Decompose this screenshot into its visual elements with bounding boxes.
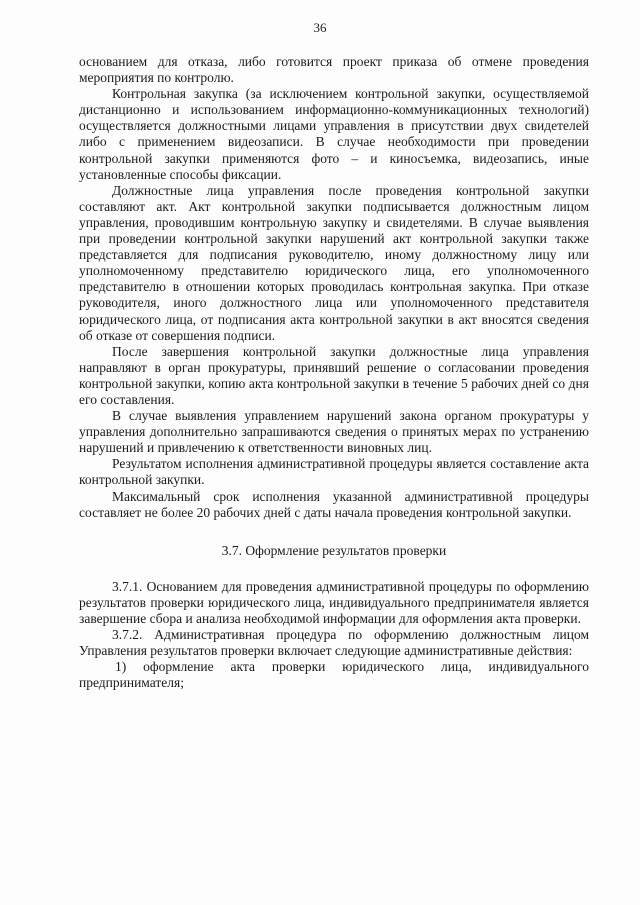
- paragraph-procedure-result: Результатом исполнения административной процедуры является составление акта контрольной закупки.: [79, 456, 589, 488]
- document-body: [79, 54, 589, 691]
- paragraph-purchase-act: Должностные лица управления после проведения контрольной закупки составляют акт. Акт контрольной закупки подписывается должностным лицом управления, проводившим контрольную закупку и свидетелями. В случае выявления при проведении контрольной закупки нарушений акт контрольной закупки также представляется для подписания руководителю, иному должностному лицу или уполномоченному представителю юридического лица, его уполномоченного представителю в отношении которых проводилась контрольная закупка. При отказе руководителя, иного должностного лица или уполномоченного представителя юридического лица, от подписания акта контрольной закупки в акт вносятся сведения об отказе от совершения подписи.: [79, 182, 589, 343]
- paragraph-continuation: основанием для отказа, либо готовится проект приказа об отмене проведения мероприятия по контролю.: [79, 54, 589, 86]
- paragraph-violations-request: В случае выявления управлением нарушений закона органом прокуратуры у управления дополнительно запрашиваются сведения о принятых мерах по устранению нарушений и привлечению к ответственности виновных лиц.: [79, 408, 589, 456]
- paragraph-3-7-1: 3.7.1. Основанием для проведения административной процедуры по оформлению результатов проверки юридического лица, индивидуального предпринимателя является завершение сбора и анализа необходимой информации для оформления акта проверки.: [79, 578, 589, 626]
- list-item-1: 1) оформление акта проверки юридического лица, индивидуального предпринимателя;: [79, 659, 589, 691]
- paragraph-prosecutor-notice: После завершения контрольной закупки должностные лица управления направляют в орган прокуратуры, принявший решение о согласовании проведения контрольной закупки, копию акта контрольной закупки в течение 5 рабочих дней со дня его составления.: [79, 343, 589, 407]
- paragraph-control-purchase: Контрольная закупка (за исключением контрольной закупки, осуществляемой дистанционно и использованием информационно-коммуникационных технологий) осуществляется должностными лицами управления в присутствии двух свидетелей либо с применением видеозаписи. В случае необходимости при проведении контрольной закупки применяются фото – и киносъемка, видеозапись, иные установленные способы фиксации.: [79, 86, 589, 182]
- paragraph-max-duration: Максимальный срок исполнения указанной административной процедуры составляет не более 20 рабочих дней с даты начала проведения контрольной закупки.: [79, 488, 589, 520]
- page-number: 36: [313, 20, 327, 35]
- paragraph-3-7-2: 3.7.2. Административная процедура по оформлению должностным лицом Управления результатов проверки включает следующие административные действия:: [79, 627, 589, 659]
- section-title: 3.7. Оформление результатов проверки: [221, 542, 447, 558]
